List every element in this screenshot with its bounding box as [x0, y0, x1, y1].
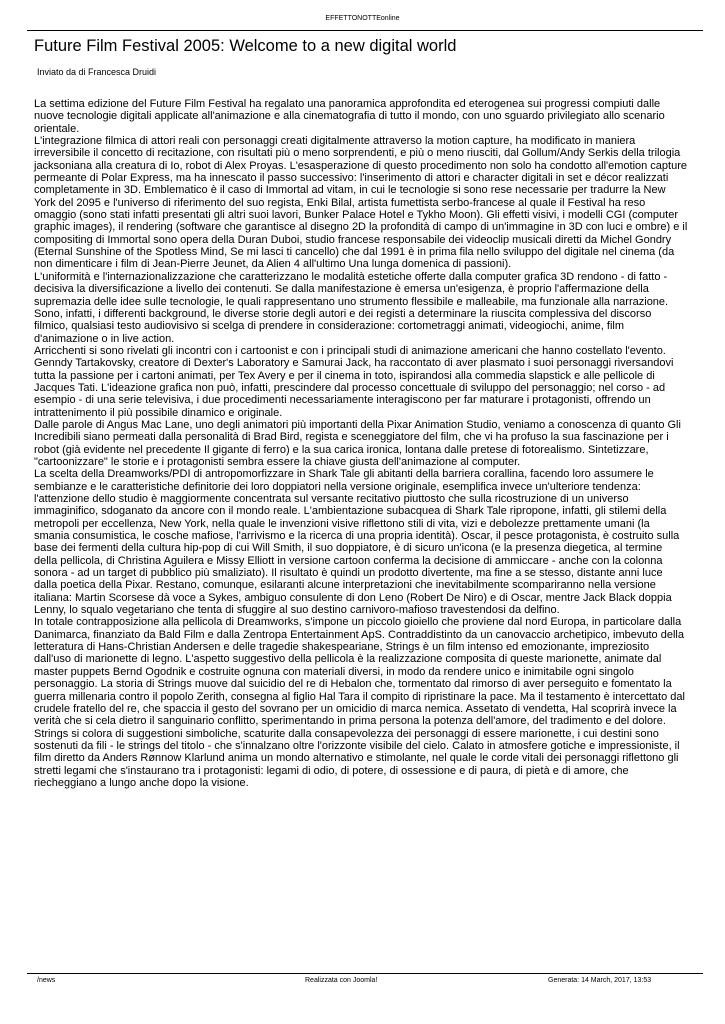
- footer-credit: Realizzata con Joomla!: [305, 977, 378, 984]
- footer-section-path: /news: [37, 977, 56, 984]
- article-body: [34, 98, 688, 789]
- footer-divider: [27, 973, 703, 974]
- article-paragraph: La scelta della Dreamworks/PDI di antropomorfizzare in Shark Tale gli abitanti della barriera corallina, facendo loro assumere le sembianze e le caratteristiche definitorie dei loro doppiatori nella versione originale, esemplifica invece un'ulteriore tendenza: l'attenzione dello studio è maggiormente concentrata sul versante recitativo piuttosto che sulla ricostruzione di un universo immaginifico, sdoganato da ancore con il mondo reale. L'ambientazione subacquea di Shark Tale ripropone, infatti, gli stilemi della metropoli per eccellenza, New York, nella quale le invenzioni visive riflettono stili di vita, vizi e debolezze prettamente umani (la smania consumistica, le cosche mafiose, l'arrivismo e la ricerca di una propria identità). Oscar, il pesce protagonista, è costruito sulla base dei fermenti della cultura hip-pop di cui Will Smith, il suo doppiatore, è di sicuro un'icona (e la presenza diegetica, al termine della pellicola, di Christina Aguilera e Missy Elliott in versione cartoon conferma la decisione di ammiccare - anche con la colonna sonora - ad un target di pubblico più smaliziato). Il risultato è quindi un prodotto divertente, ma fine a se stesso, distante anni luce dalla poetica della Pixar. Restano, comunque, esilaranti alcune interpretazioni che inevitabilmente scompariranno nella versione italiana: Martin Scorsese dà voce a Sykes, ambiguo consulente di don Leno (Robert De Niro) e di Oscar, mentre Jack Black doppia Lenny, lo squalo vegetariano che tenta di sfuggire al suo destino carnivoro-mafioso travestendosi da delfino.: [34, 468, 680, 617]
- article-paragraph: La settima edizione del Future Film Festival ha regalato una panoramica approfondita ed eterogenea sui progressi compiuti dalle nuove tecnologie digitali applicate all'animazione e alla cinematografia di tutto il mondo, con uno sguardo privilegiato allo scenario orientale.: [34, 98, 665, 135]
- site-name: EFFETTONOTTEonline: [325, 15, 400, 22]
- footer-generated-date: Generata: 14 March, 2017, 13:53: [548, 977, 652, 984]
- article-title: Future Film Festival 2005: Welcome to a new digital world: [34, 37, 457, 55]
- article-paragraph: Dalle parole di Angus Mac Lane, uno degli animatori più importanti della Pixar Animation Studio, veniamo a conoscenza di quanto Gli Incredibili siano permeati dalla personalità di Brad Bird, regista e sceneggiatore del film, che vi ha profuso la sua fascinazione per i robot (già evidente nel precedente Il gigante di ferro) e la sua carica ironica, lontana dalle pretese di fotorealismo. Sintetizzare, "cartoonizzare" le storie e i protagonisti sembra essere la chiave giusta dell'animazione al computer.: [34, 418, 681, 468]
- article-byline: Inviato da di Francesca Druidi: [37, 67, 157, 77]
- article-paragraph: Arricchenti si sono rivelati gli incontri con i cartoonist e con i principali studi di animazione americani che hanno costellato l'evento. Genndy Tartakovsky, creatore di Dexter's Laboratory e Samurai Jack, ha raccontato di aver plasmato i suoi personaggi riversandovi tutta la passione per i cartoni animati, per Tex Avery e per il cinema in toto, ispirandosi alla commedia slapstick e alle pellicole di Jacques Tati. L'ideazione grafica non può, infatti, prescindere dal processo concettuale di sviluppo del personaggio; nel corso - ad esempio - di una serie televisiva, i due procedimenti necessariamente interagiscono per far maturare i protagonisti, offrendo un intrattenimento il più possibile dinamico e originale.: [34, 344, 674, 419]
- article-paragraph: L'integrazione filmica di attori reali con personaggi creati digitalmente attraverso la motion capture, ha modificato in maniera irreversibile il concetto di recitazione, con risultati più o meno sorprendenti, e più o meno riusciti, dal Gollum/Andy Serkis della trilogia jacksoniana alla creatura di Io, robot di Alex Proyas. L'esasperazione di questo procedimento non solo ha condotto all'emotion capture permeante di Polar Express, ma ha innescato il passo successivo: l'inserimento di attori e character digitali in set e décor realizzati completamente in 3D. Emblematico è il caso di Immortal ad vitam, in cui le tecnologie si sono rese necessarie per tradurre la New York del 2095 e l'universo di riferimento del suo regista, Enki Bilal, artista fumettista serbo-francese al quale il Festival ha reso omaggio (sono stati infatti presentati gli altri suoi lavori, Bunker Palace Hotel e Tykho Moon). Gli effetti visivi, i modelli CGI (computer graphic images), il rendering (software che garantisce al disegno 2D la profondità di campo di un'immagine in 3D con luci e ombre) e il compositing di Immortal sono opera della Duran Duboi, studio francese responsabile dei videoclip musicali diretti da Michel Gondry (Eternal Sunshine of the Spotless Mind, Se mi lasci ti cancello) che dal 1991 è in prima fila nello sviluppo del digitale nel cinema (da non dimenticare i film di Jean-Pierre Jeunet, da Alien 4 all'ultimo Una lunga domenica di passioni).: [34, 135, 688, 271]
- article-paragraph: L'uniformità e l'internazionalizzazione che caratterizzano le modalità estetiche offerte dalla computer grafica 3D rendono - di fatto - decisiva la diversificazione a livello dei contenuti. Se dalla manifestazione è emersa un'esigenza, è proprio l'affermazione della supremazia delle idee sulle tecnologie, le quali rappresentano uno strumento flessibile e malleabile, ma funzionale alla narrazione. Sono, infatti, i differenti background, le diverse storie degli autori e dei registi a determinare la riuscita complessiva del discorso filmico, qualsiasi testo audiovisivo si scelga di prendere in considerazione: cortometraggi animati, videogiochi, anime, film d'animazione o in live action.: [34, 270, 669, 345]
- article-paragraph: In totale contrapposizione alla pellicola di Dreamworks, s'impone un piccolo gioiello che proviene dal nord Europa, in particolare dalla Danimarca, finanziato da Bald Film e dalla Zentropa Entertainment ApS. Contraddistinto da un canovaccio archetipico, imbevuto della letteratura di Hans-Christian Andersen e delle tragedie shakespeariane, Strings è un film intenso ed emozionante, impreziosito dall'uso di marionette di legno. L'aspetto suggestivo della pellicola è la realizzazione composita di queste marionette, animate dal master puppets Bernd Ogodnik e costruite ognuna con materiali diversi, in modo da rendere unico e inimitabile ogni singolo personaggio. La storia di Strings muove dal suicidio del re di Hebalon che, tormentato dal rimorso di aver perseguito e fomentato la guerra millenaria contro il popolo Zerith, consegna al figlio Hal Tara il compito di ripristinare la pace. Ma il testamento è intercettato dal crudele fratello del re, che spaccia il gesto del sovrano per un omicidio di marca nemica. Assetato di vendetta, Hal scoprirà invece la verità che si cela dietro il sanguinario conflitto, sperimentando in prima persona la potenza dell'amore, del tradimento e del dolore. Strings si colora di suggestioni simboliche, scaturite dalla consapevolezza dei personaggi di essere marionette, i cui destini sono sostenuti da fili - le strings del titolo - che s'innalzano oltre l'orizzonte visibile del cielo. Calato in atmosfere gotiche e impressioniste, il film diretto da Anders Rønnow Klarlund anima un mondo alternativo e stimolante, nel quale le corde vitali dei personaggi riflettono gli stretti legami che s'instaurano tra i protagonisti: legami di odio, di potere, di ossessione e di paura, di pietà e di amore, che riecheggiano a lungo anche dopo la visione.: [34, 616, 685, 789]
- header-divider: [27, 30, 703, 31]
